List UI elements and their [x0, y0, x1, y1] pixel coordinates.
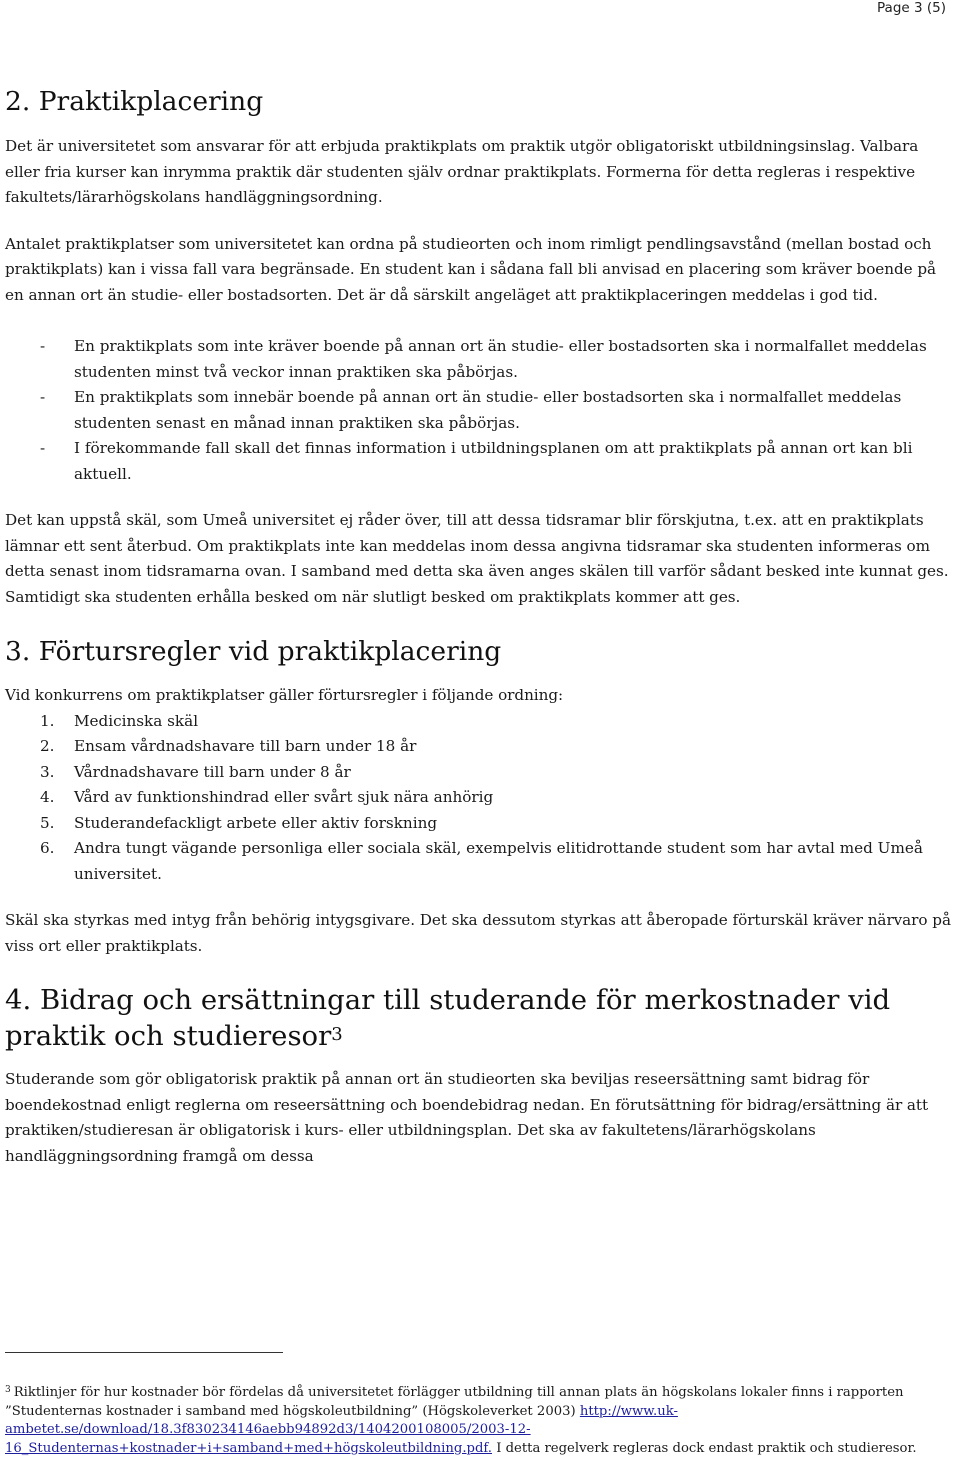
section-3-heading: 3. Förtursregler vid praktikplacering — [5, 636, 502, 667]
footnote-reference[interactable]: 3 — [331, 1024, 343, 1045]
list-item-text: En praktikplats som innebär boende på annan ort än studie- eller bostadsorten ska i normalfallet meddelas studenten senast en månad innan praktiken ska påbörjas. — [74, 388, 902, 432]
footnote-link[interactable]: http://www.uk-ambetet.se/download/18.3f830234146aebb94892d3/1404200108005/2003-12-16_Studenternas+kostnader+i+samband+med+högskoleutbildning.pdf. — [5, 1403, 678, 1456]
page-number: Page 3 (5) — [877, 0, 946, 16]
list-item — [5, 836, 953, 887]
list-item — [5, 334, 953, 385]
list-number: 2. — [40, 737, 55, 755]
notice-rules-list — [5, 334, 953, 487]
list-item-text: Ensam vårdnadshavare till barn under 18 år — [74, 737, 417, 755]
section-2-heading: 2. Praktikplacering — [5, 86, 264, 117]
list-item-text: Medicinska skäl — [74, 711, 199, 730]
list-item — [5, 436, 953, 487]
list-item — [5, 709, 953, 735]
priority-list — [5, 709, 953, 888]
section-4-heading — [5, 982, 953, 1054]
list-item-text: Vård av funktionshindrad eller svårt sjuk nära anhörig — [74, 788, 494, 806]
section-3-intro: Vid konkurrens om praktikplatser gäller förtursregler i följande ordning: — [5, 686, 564, 704]
list-number: 6. — [40, 839, 55, 857]
list-item-text: Studerandefackligt arbete eller aktiv forskning — [74, 813, 438, 832]
footnote-divider — [5, 1352, 283, 1353]
section-4-heading-text: 4. Bidrag och ersättningar till studerande för merkostnader vid praktik och studieresor — [5, 984, 891, 1052]
footnote-number: 3 — [5, 1385, 11, 1395]
section-2-paragraph-1: Det är universitetet som ansvarar för att erbjuda praktikplats om praktik utgör obligatoriskt utbildningsinslag. Valbara eller fria kurser kan inrymma praktik där studenten själv ordnar praktikplats. Formerna för detta regleras i respektive fakultets/lärarhögskolans handläggningsordning. — [5, 137, 919, 206]
list-item — [5, 811, 953, 837]
list-number: 3. — [40, 762, 55, 781]
section-2-paragraph-3: Det kan uppstå skäl, som Umeå universitet ej råder över, till att dessa tidsramar blir förskjutna, t.ex. att en praktikplats lämnar ett sent återbud. Om praktikplats inte kan meddelas inom dessa angivna tidsramar ska studenten informeras om detta senast inom tidsramarna ovan. I samband med detta ska även anges skälen till varför sådant besked inte kunnat ges. Samtidigt ska studenten erhålla besked om när slutligt besked om praktikplats kommer att ges. — [5, 511, 949, 606]
footnote-tail: I detta regelverk regleras dock endast praktik och studieresor. — [496, 1440, 917, 1456]
list-item — [5, 734, 953, 760]
list-item-text: Andra tungt vägande personliga eller sociala skäl, exempelvis elitidrottande student som har avtal med Umeå universitet. — [74, 839, 923, 883]
list-number: 5. — [40, 813, 55, 832]
footnote-text: Riktlinjer för hur kostnader bör fördelas då universitetet förlägger utbildning till annan plats än högskolans lokaler finns i rapporten ”Studenternas kostnader i samband med högskoleutbildning” (Högskoleverket 2003) — [5, 1385, 904, 1419]
section-2-paragraph-2: Antalet praktikplatser som universitetet kan ordna på studieorten och inom rimligt pendlingsavstånd (mellan bostad och praktikplats) kan i vissa fall vara begränsade. En student kan i sådana fall bli anvisad en placering som kräver boende på en annan ort än studie- eller bostadsorten. Det är då särskilt angeläget att praktikplaceringen meddelas i god tid. — [5, 234, 937, 304]
footnote — [5, 1384, 950, 1458]
list-number: 1. — [40, 711, 55, 730]
bullet-dash: - — [40, 337, 46, 355]
list-item-text: Vårdnadshavare till barn under 8 år — [74, 762, 351, 781]
bullet-dash: - — [40, 388, 46, 406]
document-body — [5, 84, 953, 1169]
list-item — [5, 385, 953, 436]
list-item — [5, 760, 953, 786]
list-item — [5, 785, 953, 811]
section-4-paragraph-1: Studerande som gör obligatorisk praktik på annan ort än studieorten ska beviljas reseersättning samt bidrag för boendekostnad enligt reglerna om reseersättning och boendebidrag nedan. En förutsättning för bidrag/ersättning är att praktiken/studieresan är obligatorisk i kurs- eller utbildningsplan. Det ska av fakultetens/lärarhögskolans handläggningsordning framgå om dessa — [5, 1070, 929, 1165]
section-3-closing: Skäl ska styrkas med intyg från behörig intygsgivare. Det ska dessutom styrkas att åberopade förturskäl kräver närvaro på viss ort eller praktikplats. — [5, 911, 951, 955]
list-item-text: I förekommande fall skall det finnas information i utbildningsplanen om att praktikplats på annan ort kan bli aktuell. — [74, 439, 913, 483]
list-number: 4. — [40, 788, 55, 806]
list-item-text: En praktikplats som inte kräver boende på annan ort än studie- eller bostadsorten ska i normalfallet meddelas studenten minst två veckor innan praktiken ska påbörjas. — [74, 337, 927, 381]
bullet-dash: - — [40, 439, 46, 457]
